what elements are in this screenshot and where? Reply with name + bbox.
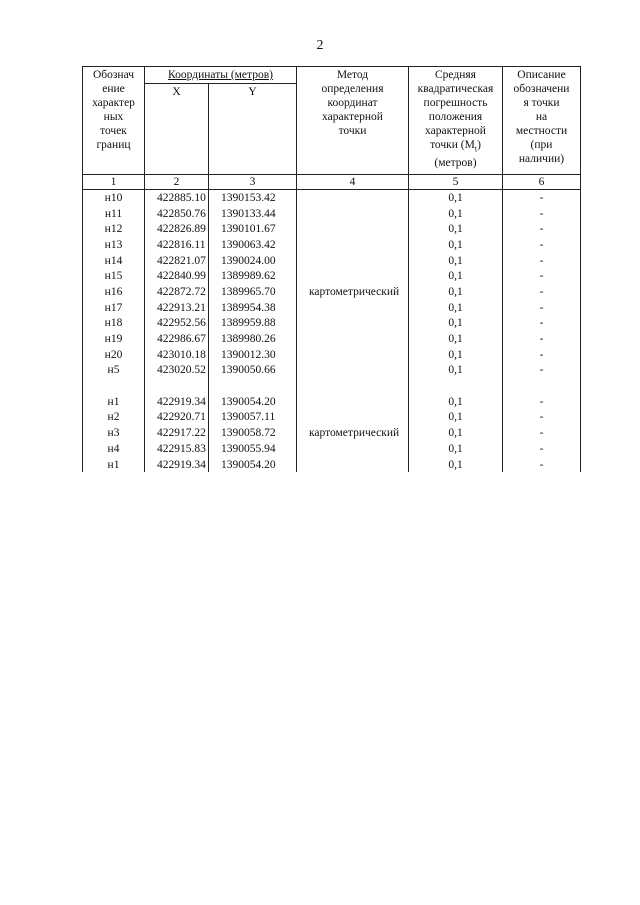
- point-cell: н2: [83, 410, 145, 426]
- table-row: [83, 425, 581, 441]
- y-coordinate-cell: 1389965.70: [209, 284, 297, 300]
- header-coordinates: Координаты (метров): [145, 67, 297, 84]
- description-cell: -: [503, 394, 581, 410]
- table-row: [83, 221, 581, 237]
- column-number: 3: [209, 175, 297, 190]
- method-cell: [297, 410, 409, 426]
- table-body: [83, 175, 581, 473]
- method-cell: [297, 347, 409, 363]
- empty-cell: [145, 378, 209, 394]
- method-cell: [297, 316, 409, 332]
- header-description: Описание обозначени я точки на местности (при наличии): [503, 67, 581, 175]
- point-cell: н17: [83, 300, 145, 316]
- method-cell: [297, 331, 409, 347]
- mean-error-cell: 0,1: [409, 331, 503, 347]
- y-coordinate-cell: 1389959.88: [209, 316, 297, 332]
- empty-cell: [83, 378, 145, 394]
- table-row: [83, 331, 581, 347]
- y-coordinate-cell: 1389989.62: [209, 268, 297, 284]
- mean-error-cell: 0,1: [409, 237, 503, 253]
- description-cell: -: [503, 206, 581, 222]
- point-cell: н14: [83, 253, 145, 269]
- y-coordinate-cell: 1390133.44: [209, 206, 297, 222]
- method-cell: [297, 457, 409, 473]
- description-cell: -: [503, 221, 581, 237]
- x-coordinate-cell: 422917.22: [145, 425, 209, 441]
- description-cell: -: [503, 268, 581, 284]
- description-cell: -: [503, 457, 581, 473]
- point-cell: н12: [83, 221, 145, 237]
- mean-error-cell: 0,1: [409, 425, 503, 441]
- point-cell: н4: [83, 441, 145, 457]
- header-x: X: [145, 84, 209, 175]
- mean-error-cell: 0,1: [409, 190, 503, 206]
- point-cell: н15: [83, 268, 145, 284]
- mean-error-cell: 0,1: [409, 206, 503, 222]
- mean-error-cell: 0,1: [409, 394, 503, 410]
- mean-error-cell: 0,1: [409, 221, 503, 237]
- column-number: 4: [297, 175, 409, 190]
- x-coordinate-cell: 422952.56: [145, 316, 209, 332]
- mean-error-cell: 0,1: [409, 300, 503, 316]
- x-coordinate-cell: 422913.21: [145, 300, 209, 316]
- table-row: [83, 206, 581, 222]
- column-number: 6: [503, 175, 581, 190]
- page-number: 2: [316, 38, 324, 53]
- mean-error-cell: 0,1: [409, 363, 503, 379]
- x-coordinate-cell: 423010.18: [145, 347, 209, 363]
- table-row: [83, 253, 581, 269]
- table-header: [83, 67, 581, 175]
- table-row: [83, 300, 581, 316]
- method-cell: [297, 253, 409, 269]
- x-coordinate-cell: 423020.52: [145, 363, 209, 379]
- description-cell: -: [503, 190, 581, 206]
- x-coordinate-cell: 422915.83: [145, 441, 209, 457]
- table-row: [83, 441, 581, 457]
- y-coordinate-cell: 1390054.20: [209, 394, 297, 410]
- point-cell: н3: [83, 425, 145, 441]
- description-cell: -: [503, 410, 581, 426]
- x-coordinate-cell: 422919.34: [145, 457, 209, 473]
- y-coordinate-cell: 1390058.72: [209, 425, 297, 441]
- table-row: [83, 457, 581, 473]
- empty-cell: [503, 378, 581, 394]
- x-coordinate-cell: 422816.11: [145, 237, 209, 253]
- description-cell: -: [503, 331, 581, 347]
- method-cell: [297, 363, 409, 379]
- point-cell: н5: [83, 363, 145, 379]
- empty-cell: [209, 378, 297, 394]
- x-coordinate-cell: 422821.07: [145, 253, 209, 269]
- column-number: 5: [409, 175, 503, 190]
- header-mean-error: Средняя квадратическая погрешность положения характерной точки $(М_t)$ (метров): [409, 67, 503, 175]
- x-coordinate-cell: 422840.99: [145, 268, 209, 284]
- description-cell: -: [503, 253, 581, 269]
- mean-error-cell: 0,1: [409, 410, 503, 426]
- x-coordinate-cell: 422850.76: [145, 206, 209, 222]
- x-coordinate-cell: 422919.34: [145, 394, 209, 410]
- method-cell: [297, 268, 409, 284]
- point-cell: н16: [83, 284, 145, 300]
- method-cell: [297, 221, 409, 237]
- table-row: [83, 347, 581, 363]
- table-row: [83, 190, 581, 206]
- header-point-designation: Обознач ение характер ных точек границ: [83, 67, 145, 175]
- y-coordinate-cell: 1389954.38: [209, 300, 297, 316]
- description-cell: -: [503, 237, 581, 253]
- table-row: [83, 268, 581, 284]
- y-coordinate-cell: 1390024.00: [209, 253, 297, 269]
- description-cell: -: [503, 425, 581, 441]
- y-coordinate-cell: 1390057.11: [209, 410, 297, 426]
- y-coordinate-cell: 1390063.42: [209, 237, 297, 253]
- y-coordinate-cell: 1390101.67: [209, 221, 297, 237]
- description-cell: -: [503, 347, 581, 363]
- point-cell: н19: [83, 331, 145, 347]
- description-cell: -: [503, 284, 581, 300]
- mean-error-cell: 0,1: [409, 316, 503, 332]
- method-cell: [297, 190, 409, 206]
- boundary-points-table: [82, 66, 581, 472]
- point-cell: н11: [83, 206, 145, 222]
- description-cell: -: [503, 441, 581, 457]
- point-cell: н13: [83, 237, 145, 253]
- mean-error-cell: 0,1: [409, 457, 503, 473]
- mean-error-cell: 0,1: [409, 284, 503, 300]
- description-cell: -: [503, 300, 581, 316]
- column-numbers-row: [83, 175, 581, 190]
- method-cell: картометрический: [297, 284, 409, 300]
- point-cell: н10: [83, 190, 145, 206]
- method-cell: [297, 206, 409, 222]
- header-method: Метод определения координат характерной точки: [297, 67, 409, 175]
- header-y: Y: [209, 84, 297, 175]
- point-cell: н1: [83, 457, 145, 473]
- x-coordinate-cell: 422920.71: [145, 410, 209, 426]
- x-coordinate-cell: 422986.67: [145, 331, 209, 347]
- method-cell: [297, 441, 409, 457]
- description-cell: -: [503, 316, 581, 332]
- method-cell: картометрический: [297, 425, 409, 441]
- table-row: [83, 284, 581, 300]
- method-cell: [297, 300, 409, 316]
- y-coordinate-cell: 1390054.20: [209, 457, 297, 473]
- table-row: [83, 394, 581, 410]
- column-number: 1: [83, 175, 145, 190]
- method-cell: [297, 394, 409, 410]
- point-cell: н20: [83, 347, 145, 363]
- table-row: [83, 237, 581, 253]
- mean-error-cell: 0,1: [409, 268, 503, 284]
- description-cell: -: [503, 363, 581, 379]
- empty-cell: [409, 378, 503, 394]
- y-coordinate-cell: 1390050.66: [209, 363, 297, 379]
- table-row: [83, 363, 581, 379]
- mean-error-cell: 0,1: [409, 253, 503, 269]
- column-number: 2: [145, 175, 209, 190]
- point-cell: н1: [83, 394, 145, 410]
- y-coordinate-cell: 1390012.30: [209, 347, 297, 363]
- x-coordinate-cell: 422826.89: [145, 221, 209, 237]
- x-coordinate-cell: 422872.72: [145, 284, 209, 300]
- spacer-row: [83, 378, 581, 394]
- x-coordinate-cell: 422885.10: [145, 190, 209, 206]
- method-cell: [297, 237, 409, 253]
- mean-error-cell: 0,1: [409, 347, 503, 363]
- table-row: [83, 316, 581, 332]
- y-coordinate-cell: 1389980.26: [209, 331, 297, 347]
- empty-cell: [297, 378, 409, 394]
- point-cell: н18: [83, 316, 145, 332]
- y-coordinate-cell: 1390153.42: [209, 190, 297, 206]
- table-row: [83, 410, 581, 426]
- mean-error-cell: 0,1: [409, 441, 503, 457]
- y-coordinate-cell: 1390055.94: [209, 441, 297, 457]
